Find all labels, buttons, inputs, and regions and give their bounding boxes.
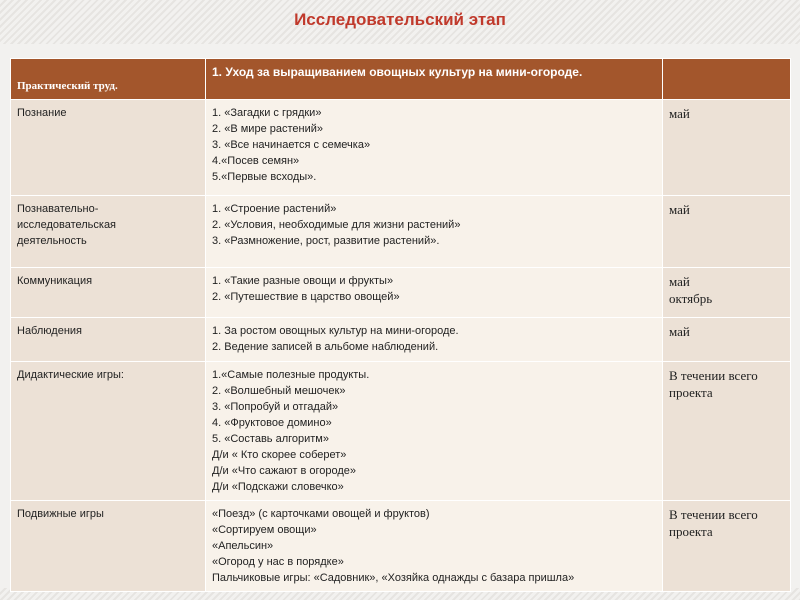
activity-line: 5. «Составь алгоритм» (212, 433, 329, 445)
header-cell-task: 1. Уход за выращиванием овощных культур на мини-огороде. (206, 59, 663, 100)
category-line: Подвижные игры (17, 508, 104, 520)
table-row (11, 318, 791, 362)
category-line: деятельность (17, 235, 87, 247)
category-cell (11, 362, 206, 501)
timing-line: май (669, 324, 690, 339)
category-line: Наблюдения (17, 325, 83, 337)
category-line: Дидактические игры: (17, 369, 124, 381)
category-line: Познавательно- (17, 203, 99, 215)
timing-cell (663, 501, 791, 592)
activities-cell (206, 501, 663, 592)
timing-line: май (669, 274, 690, 289)
activities-cell (206, 318, 663, 362)
timing-line: проекта (669, 385, 713, 400)
timing-cell (663, 318, 791, 362)
table-row (11, 268, 791, 318)
activity-line: 1. «Такие разные овощи и фрукты» (212, 275, 394, 287)
activity-line: 5.«Первые всходы». (212, 171, 317, 183)
activity-line: 2. «Условия, необходимые для жизни растений» (212, 219, 461, 231)
category-cell (11, 501, 206, 592)
timing-line: В течении всего (669, 507, 758, 522)
activity-line: 1. За ростом овощных культур на мини-огороде. (212, 325, 459, 337)
activity-line: Д/и «Что сажают в огороде» (212, 465, 356, 477)
activity-line: 1.«Самые полезные продукты. (212, 369, 370, 381)
timing-cell (663, 268, 791, 318)
timing-cell (663, 196, 791, 268)
activity-line: 2. «Волшебный мешочек» (212, 385, 346, 397)
table-row (11, 501, 791, 592)
activity-line: 2. «В мире растений» (212, 123, 323, 135)
timing-line: май (669, 106, 690, 121)
activity-line: 4.«Посев семян» (212, 155, 300, 167)
timing-line: В течении всего (669, 368, 758, 383)
activity-line: «Огород у нас в порядке» (212, 556, 344, 568)
activity-line: Пальчиковые игры: «Садовник», «Хозяйка однажды с базара пришла» (212, 572, 575, 584)
activity-line: 1. «Строение растений» (212, 203, 337, 215)
activity-line: «Апельсин» (212, 540, 274, 552)
table-header-row (11, 59, 791, 100)
activity-line: 3. «Попробуй и отгадай» (212, 401, 339, 413)
activity-line: 2. «Путешествие в царство овощей» (212, 291, 400, 303)
slide-title: Исследовательский этап (294, 10, 506, 29)
category-cell (11, 196, 206, 268)
activity-line: Д/и «Подскажи словечко» (212, 481, 344, 493)
activity-line: 3. «Размножение, рост, развитие растений». (212, 235, 440, 247)
activity-line: 2. Ведение записей в альбоме наблюдений. (212, 341, 439, 353)
activity-line: 3. «Все начинается с семечка» (212, 139, 371, 151)
activity-line: «Поезд» (с карточками овощей и фруктов) (212, 508, 430, 520)
activity-line: 1. «Загадки с грядки» (212, 107, 322, 119)
activity-line: 4. «Фруктовое домино» (212, 417, 332, 429)
table-row (11, 362, 791, 501)
table-row (11, 100, 791, 196)
activities-cell (206, 362, 663, 501)
header-cell-empty (663, 59, 791, 100)
category-cell (11, 100, 206, 196)
timing-cell (663, 100, 791, 196)
activities-cell (206, 268, 663, 318)
timing-cell (663, 362, 791, 501)
category-cell (11, 268, 206, 318)
activities-cell (206, 100, 663, 196)
timing-line: октябрь (669, 291, 713, 306)
category-cell (11, 318, 206, 362)
header-cell-practical-work: Практический труд. (11, 59, 206, 100)
timing-line: май (669, 202, 690, 217)
category-line: Познание (17, 107, 67, 119)
category-line: Коммуникация (17, 275, 93, 287)
activities-cell (206, 196, 663, 268)
activity-table (10, 58, 791, 592)
timing-line: проекта (669, 524, 713, 539)
activity-line: «Сортируем овощи» (212, 524, 317, 536)
activity-line: Д/и « Кто скорее соберет» (212, 449, 347, 461)
table-row (11, 196, 791, 268)
category-line: исследовательская (17, 219, 117, 231)
